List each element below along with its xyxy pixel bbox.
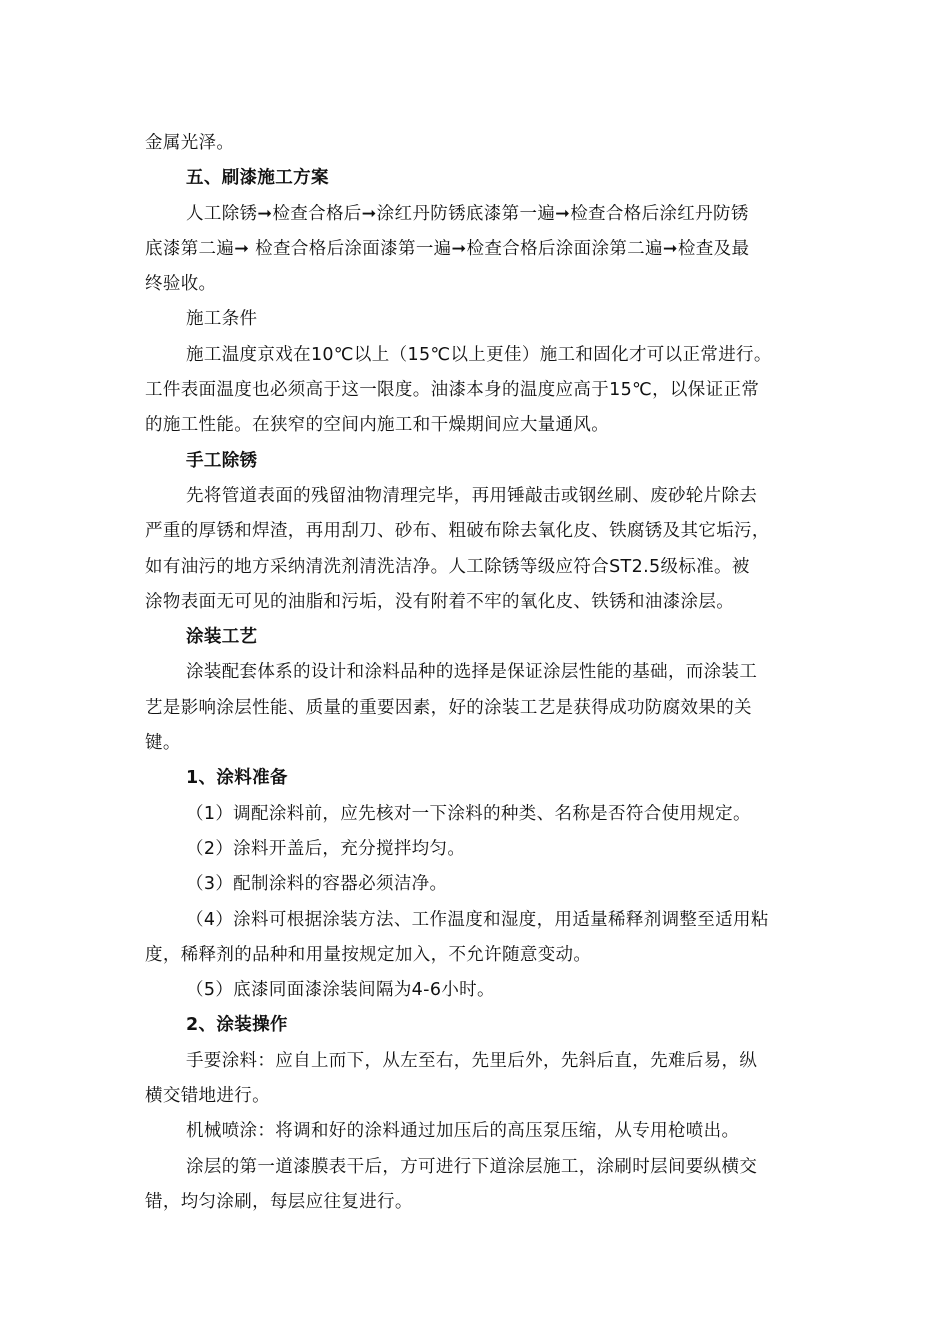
text-line: 的施工性能。在狭窄的空间内施工和干燥期间应大量通风。 xyxy=(145,415,610,436)
text-line: （3）配制涂料的容器必须洁净。 xyxy=(186,874,448,895)
text-line: 涂物表面无可见的油脂和污垢，没有附着不牢的氧化皮、铁锈和油漆涂层。 xyxy=(145,591,735,612)
text-line: 涂层的第一道漆膜表干后，方可进行下道涂层施工，涂刷时层间要纵横交 xyxy=(186,1156,758,1177)
document-body xyxy=(145,126,807,1220)
text-line: 涂装配套体系的设计和涂料品种的选择是保证涂层性能的基础，而涂装工 xyxy=(186,662,758,683)
text-line: 严重的厚锈和焊渣，再用刮刀、砂布、粗破布除去氧化皮、铁腐锈及其它垢污， xyxy=(145,521,770,542)
section-heading: 2、涂装操作 xyxy=(186,1015,288,1036)
text-line: （2）涂料开盖后，充分搅拌均匀。 xyxy=(186,838,466,859)
text-line: 金属光泽。 xyxy=(145,133,235,153)
text-line: 如有油污的地方采纳清洗剂清洗洁净。人工除锈等级应符合ST2.5级标准。被 xyxy=(145,556,750,577)
section-heading: 手工除锈 xyxy=(186,450,258,471)
section-heading: 涂装工艺 xyxy=(186,627,258,648)
section-heading: 五、刷漆施工方案 xyxy=(186,168,329,189)
text-line: 工件表面温度也必须高于这一限度。油漆本身的温度应高于15℃，以保证正常 xyxy=(145,380,760,401)
text-line: （4）涂料可根据涂装方法、工作温度和湿度，用适量稀释剂调整至适用粘 xyxy=(186,909,769,930)
text-line: 度，稀释剂的品种和用量按规定加入，不允许随意变动。 xyxy=(145,944,592,965)
text-line: 施工温度京戏在10℃以上（15℃以上更佳）施工和固化才可以正常进行。 xyxy=(186,344,772,365)
text-line: 手要涂料：应自上而下，从左至右，先里后外，先斜后直，先难后易，纵 xyxy=(186,1050,758,1071)
text-line: 错，均匀涂刷，每层应往复进行。 xyxy=(145,1191,413,1212)
text-line: 横交错地进行。 xyxy=(145,1086,270,1107)
text-line: （5）底漆同面漆涂装间隔为4-6小时。 xyxy=(186,980,495,1001)
section-heading: 1、涂料准备 xyxy=(186,768,288,789)
text-line: 机械喷涂：将调和好的涂料通过加压后的高压泵压缩，从专用枪喷出。 xyxy=(186,1121,740,1142)
text-line: 先将管道表面的残留油物清理完毕，再用锤敲击或钢丝刷、废砂轮片除去 xyxy=(186,485,758,506)
text-line: 键。 xyxy=(145,733,181,754)
text-line: 施工条件 xyxy=(186,309,258,330)
text-line: 艺是影响涂层性能、质量的重要因素，好的涂装工艺是获得成功防腐效果的关 xyxy=(145,697,752,718)
text-line: （1）调配涂料前，应先核对一下涂料的种类、名称是否符合使用规定。 xyxy=(186,803,751,824)
text-line: 终验收。 xyxy=(145,274,217,295)
text-line: 底漆第二遍➞ 检查合格后涂面漆第一遍➞检查合格后涂面涂第二遍➞检查及最 xyxy=(145,238,750,259)
text-line: 人工除锈➞检查合格后➞涂红丹防锈底漆第一遍➞检查合格后涂红丹防锈 xyxy=(186,203,749,224)
